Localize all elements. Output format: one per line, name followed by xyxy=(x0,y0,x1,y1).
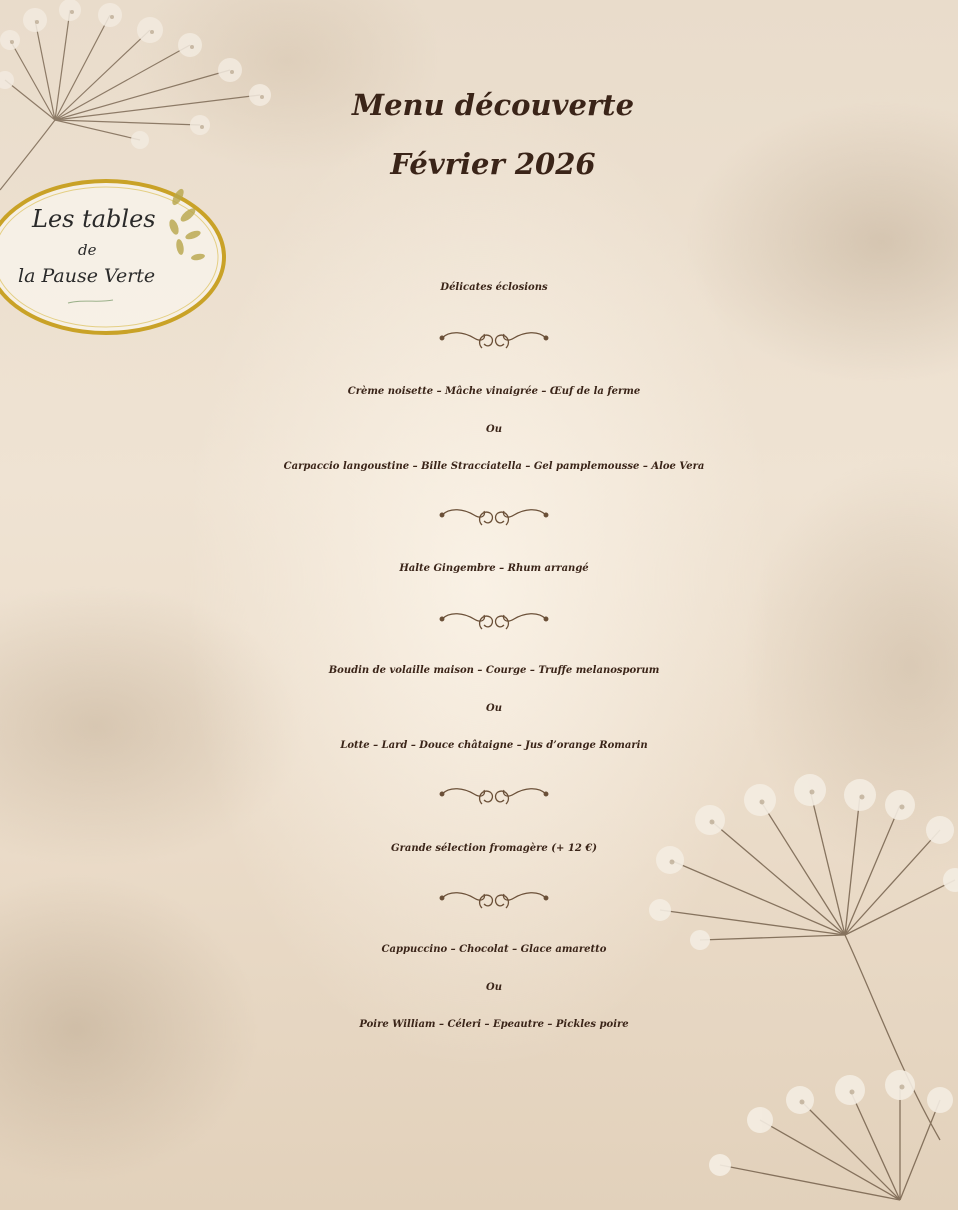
flourish-icon xyxy=(438,607,550,635)
course-2-option-a: Crème noisette – Mâche vinaigrée – Œuf de la ferme xyxy=(347,386,641,397)
course-2-or: Ou xyxy=(486,424,502,435)
menu-title: Menu découverte xyxy=(351,88,635,122)
course-2-option-b: Carpaccio langoustine – Bille Stracciatella – Gel pamplemousse – Aloe Vera xyxy=(283,461,705,472)
logo-ring-icon xyxy=(0,175,228,337)
course-3: Halte Gingembre – Rhum arrangé xyxy=(399,563,589,574)
course-4-option-b: Lotte – Lard – Douce châtaigne – Jus d’orange Romarin xyxy=(340,740,648,751)
logo-line1: Les tables xyxy=(32,205,156,233)
flourish-icon xyxy=(438,782,550,810)
course-6-or: Ou xyxy=(486,982,502,993)
flourish-icon xyxy=(438,886,550,914)
course-4-option-a: Boudin de volaille maison – Courge – Truffe melanosporum xyxy=(328,665,660,676)
course-1: Délicates éclosions xyxy=(440,282,548,293)
course-6-option-b: Poire William – Céleri – Epeautre – Pickles poire xyxy=(359,1019,629,1030)
logo-line3: la Pause Verte xyxy=(18,265,156,287)
logo-line2: de xyxy=(78,241,97,259)
course-4-or: Ou xyxy=(486,703,502,714)
restaurant-logo xyxy=(0,175,228,337)
course-6-option-a: Cappuccino – Chocolat – Glace amaretto xyxy=(381,944,607,955)
flourish-icon xyxy=(438,503,550,531)
menu-date: Février 2026 xyxy=(390,147,596,181)
course-5: Grande sélection fromagère (+ 12 €) xyxy=(391,843,597,854)
flourish-icon xyxy=(438,326,550,354)
